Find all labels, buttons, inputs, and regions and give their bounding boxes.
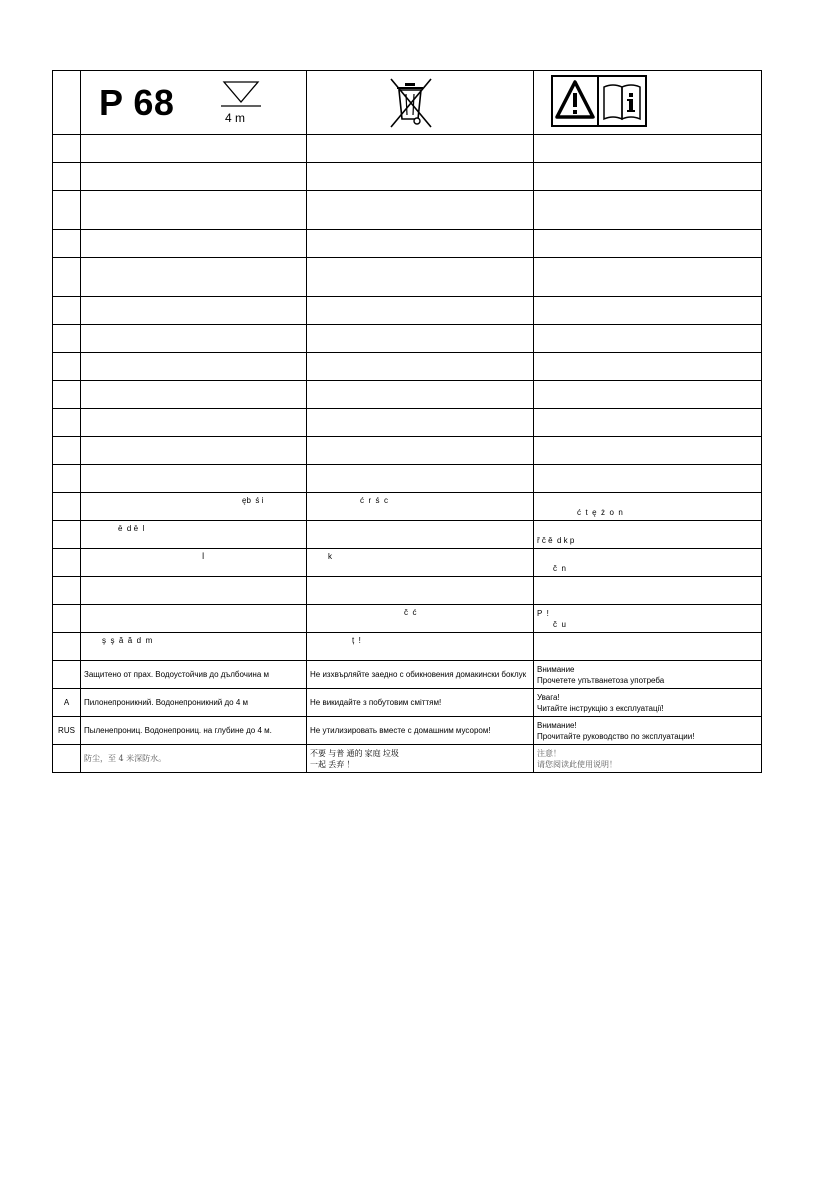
table-cell — [81, 605, 307, 633]
text-fragment: ř č ě d k p — [537, 536, 575, 545]
table-cell — [81, 465, 307, 493]
table-cell — [81, 717, 307, 745]
text-fragment: İ — [202, 552, 205, 561]
table-cell — [534, 633, 762, 661]
table-cell — [534, 745, 762, 773]
table-cell — [534, 521, 762, 549]
ip-text: Защитено от прах. Водоустойчив до дълбочина м — [84, 670, 270, 679]
table-cell — [81, 409, 307, 437]
table-cell — [81, 549, 307, 577]
warning-read-manual-icon — [551, 75, 647, 127]
table-cell — [81, 230, 307, 258]
disposal-text: Не изхвърляйте заедно с обикновения домакински боклук — [310, 670, 527, 679]
manual-text: Прочетете упътванетоза употреба — [537, 675, 665, 685]
table-cell — [534, 381, 762, 409]
code-cell — [53, 633, 81, 661]
table-cell — [307, 258, 534, 297]
manual-text: 请您阅读此使用说明！ — [537, 759, 617, 769]
table-cell — [534, 353, 762, 381]
code-cell — [53, 465, 81, 493]
symbol-header-row — [53, 71, 762, 135]
text-fragment: ț ! — [352, 636, 361, 645]
table-cell — [534, 409, 762, 437]
table-cell — [307, 661, 534, 689]
table-cell — [81, 258, 307, 297]
code-cell — [53, 297, 81, 325]
table-cell — [307, 493, 534, 521]
water-depth-icon — [221, 79, 261, 113]
warning-text: Увага! — [537, 692, 560, 702]
table-row — [53, 325, 762, 353]
table-cell — [307, 325, 534, 353]
table-row — [53, 605, 762, 633]
table-cell — [81, 325, 307, 353]
table-cell — [534, 577, 762, 605]
table-row — [53, 191, 762, 230]
table-cell — [534, 493, 762, 521]
text-fragment: ęb ś i — [242, 496, 264, 505]
table-cell — [81, 577, 307, 605]
table-cell — [307, 689, 534, 717]
table-cell — [81, 437, 307, 465]
table-cell — [81, 633, 307, 661]
table-cell — [81, 163, 307, 191]
table-cell — [534, 689, 762, 717]
table-cell — [81, 661, 307, 689]
table-row-ru — [53, 717, 762, 745]
table-cell — [81, 689, 307, 717]
table-row-ua — [53, 689, 762, 717]
text-fragment: ş ş ă ă d m — [102, 636, 153, 645]
disposal-text: 一起 丢弃 ！ — [310, 759, 355, 769]
table-cell — [307, 191, 534, 230]
text-fragment: č n — [553, 564, 566, 573]
code-cell — [53, 745, 81, 773]
table-row — [53, 297, 762, 325]
code-cell — [53, 325, 81, 353]
disposal-text: Не утилизировать вместе с домашним мусором! — [310, 726, 491, 735]
text-fragment: P ! — [537, 608, 549, 618]
table-row — [53, 577, 762, 605]
code-cell — [53, 549, 81, 577]
table-cell — [307, 297, 534, 325]
disposal-text: 不要 与普 通的 家庭 垃圾 — [310, 748, 399, 758]
ip-text: Пыленепрониц. Водонепрониц. на глубине до 4 м. — [84, 726, 272, 735]
table-cell — [307, 605, 534, 633]
table-cell — [534, 135, 762, 163]
ip-text: Пилонепроникний. Водонепроникний до 4 м — [84, 698, 249, 707]
code-cell — [53, 71, 81, 135]
code-cell — [53, 409, 81, 437]
ip-rating-label: P 68 — [99, 82, 175, 123]
table-cell — [307, 745, 534, 773]
language-code: A — [53, 689, 81, 717]
ip-text: 防尘，至 4 米深防水。 — [84, 754, 167, 763]
warning-text: Внимание! — [537, 720, 577, 730]
table-row — [53, 465, 762, 493]
table-cell — [307, 465, 534, 493]
code-cell — [53, 163, 81, 191]
table-cell — [307, 549, 534, 577]
code-cell — [53, 191, 81, 230]
language-code: RUS — [53, 717, 81, 745]
table-cell — [307, 521, 534, 549]
depth-label: 4 m — [225, 111, 246, 125]
ip-rating-cell — [81, 71, 307, 135]
warning-symbol-cell — [534, 71, 762, 135]
table-cell — [534, 325, 762, 353]
crossed-out-wheelie-bin-icon — [387, 75, 435, 131]
table-cell — [534, 191, 762, 230]
table-cell — [81, 521, 307, 549]
table-row — [53, 493, 762, 521]
table-row-zh — [53, 745, 762, 773]
table-cell — [81, 353, 307, 381]
table-row — [53, 521, 762, 549]
table-cell — [534, 258, 762, 297]
table-cell — [307, 163, 534, 191]
code-cell — [53, 258, 81, 297]
table-row — [53, 381, 762, 409]
table-row — [53, 437, 762, 465]
text-fragment: č u — [553, 619, 566, 629]
text-fragment: č ć — [404, 608, 417, 617]
code-cell — [53, 230, 81, 258]
table-row — [53, 230, 762, 258]
table-cell — [534, 465, 762, 493]
table-cell — [534, 437, 762, 465]
text-fragment: ć t ę ż o n — [577, 508, 623, 517]
text-fragment: ć r ś c — [360, 496, 388, 505]
table-row — [53, 353, 762, 381]
table-cell — [534, 163, 762, 191]
table-cell — [307, 717, 534, 745]
code-cell — [53, 605, 81, 633]
table-row — [53, 163, 762, 191]
disposal-text: Не викидайте з побутовим сміттям! — [310, 698, 442, 707]
table-cell — [307, 409, 534, 437]
table-cell — [307, 577, 534, 605]
table-cell — [307, 437, 534, 465]
table-cell — [534, 605, 762, 633]
manual-text: Читайте інструкцію з експлуатації! — [537, 703, 664, 713]
table-row — [53, 633, 762, 661]
code-cell — [53, 381, 81, 409]
table-cell — [307, 230, 534, 258]
table-cell — [534, 661, 762, 689]
table-cell — [534, 230, 762, 258]
code-cell — [53, 493, 81, 521]
manual-text: Прочитайте руководство по эксплуатации! — [537, 731, 695, 741]
table-cell — [81, 745, 307, 773]
table-cell — [81, 297, 307, 325]
table-cell — [307, 135, 534, 163]
table-cell — [534, 297, 762, 325]
text-fragment: ē d ē l — [118, 524, 145, 533]
code-cell — [53, 135, 81, 163]
code-cell — [53, 577, 81, 605]
code-cell — [53, 437, 81, 465]
code-cell — [53, 661, 81, 689]
table-cell — [307, 633, 534, 661]
table-cell — [81, 135, 307, 163]
table-cell — [81, 381, 307, 409]
warning-text: Внимание — [537, 664, 575, 674]
disposal-symbol-cell — [307, 71, 534, 135]
table-cell — [534, 549, 762, 577]
table-cell — [307, 353, 534, 381]
table-cell — [81, 191, 307, 230]
code-cell — [53, 353, 81, 381]
table-row — [53, 409, 762, 437]
warning-text: 注意！ — [537, 748, 561, 758]
symbol-translation-table — [52, 70, 762, 773]
table-cell — [307, 381, 534, 409]
text-fragment: k — [328, 552, 332, 561]
table-row — [53, 258, 762, 297]
table-cell — [81, 493, 307, 521]
table-row — [53, 135, 762, 163]
table-row — [53, 549, 762, 577]
table-cell — [534, 717, 762, 745]
code-cell — [53, 521, 81, 549]
table-row-bg — [53, 661, 762, 689]
